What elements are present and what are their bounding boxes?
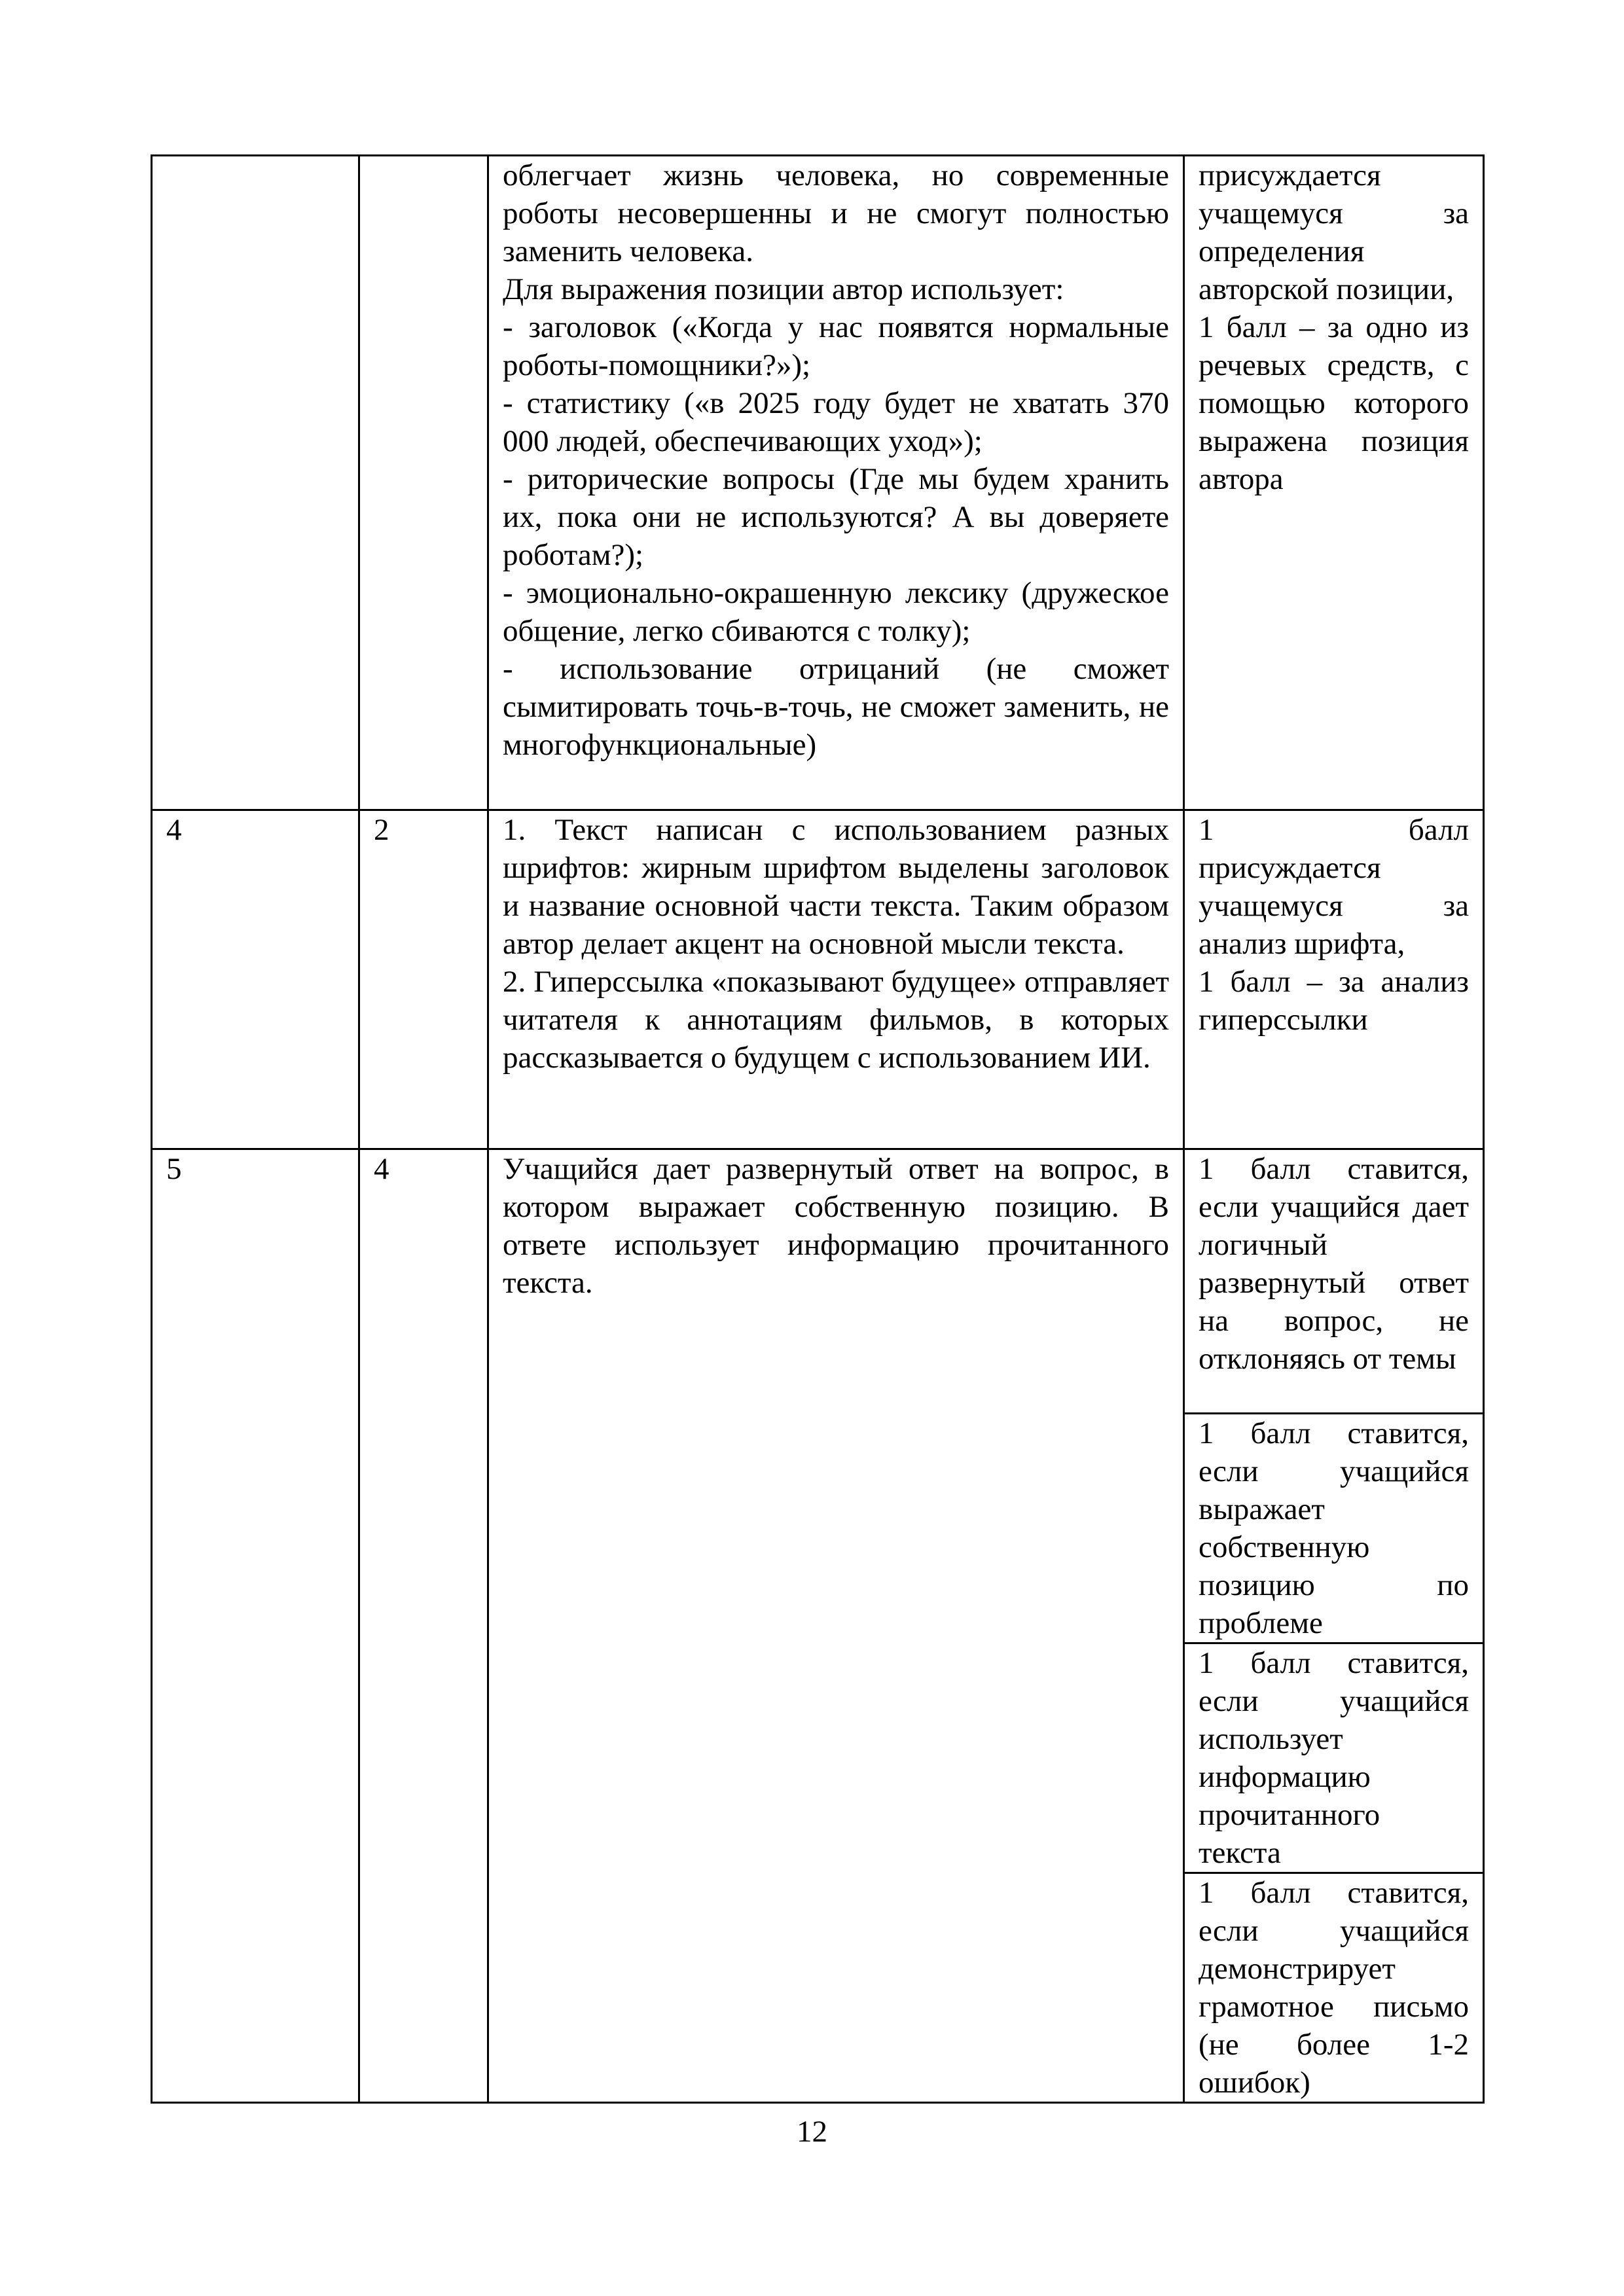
criteria-line: 1 балл – за анализ гиперссылки	[1199, 965, 1469, 1037]
page-number: 12	[797, 2115, 827, 2149]
answer-cell	[488, 156, 1184, 810]
table-row	[152, 810, 1484, 1149]
max-score-cell: 4	[359, 1149, 488, 2103]
criteria-line: присуждается учащемуся за определения авторской позиции,	[1199, 158, 1469, 306]
answer-cell	[488, 1149, 1184, 2103]
task-number-cell: 4	[152, 810, 359, 1149]
criteria-cell: 1 балл ставится, если учащийся использует информацию прочитанного текста	[1184, 1643, 1484, 1873]
task-number-cell	[152, 156, 359, 810]
criteria-cell: 1 балл ставится, если учащийся демонстрирует грамотное письмо (не более 1-2 ошибок)	[1184, 1873, 1484, 2103]
answer-line: - эмоционально-окрашенную лексику (дружеское общение, легко сбиваются с толку);	[503, 576, 1169, 648]
answer-line: 1. Текст написан с использованием разных шрифтов: жирным шрифтом выделены заголовок и название основной части текста. Таким образом автор делает акцент на основной мысли текста.	[503, 813, 1169, 961]
criteria-cell	[1184, 810, 1484, 1149]
answer-line: облегчает жизнь человека, но современные роботы несовершенны и не смогут полностью заменить человека.	[503, 158, 1169, 268]
answer-cell	[488, 810, 1184, 1149]
answer-line: - статистику («в 2025 году будет не хватать 370 000 людей, обеспечивающих уход»);	[503, 386, 1169, 458]
table-row	[152, 1149, 1484, 1414]
answer-line: - риторические вопросы (Где мы будем хранить их, пока они не используются? А вы доверяете роботам?);	[503, 462, 1169, 572]
answer-line: 2. Гиперссылка «показывают будущее» отправляет читателя к аннотациям фильмов, в которых рассказывается о будущем с использованием ИИ.	[503, 965, 1169, 1075]
criteria-cell: 1 балл ставится, если учащийся дает логичный развернутый ответ на вопрос, не отклоняясь от темы	[1184, 1149, 1484, 1414]
max-score-cell: 2	[359, 810, 488, 1149]
max-score-cell	[359, 156, 488, 810]
answer-line: Для выражения позиции автор использует:	[503, 272, 1064, 306]
criteria-line: 1 балл – за одно из речевых средств, с помощью которого выражена позиция автора	[1199, 310, 1469, 496]
criteria-cell	[1184, 156, 1484, 810]
assessment-table	[151, 154, 1485, 2104]
answer-line: - использование отрицаний (не сможет сымитировать точь-в-точь, не сможет заменить, не многофункциональные)	[503, 652, 1169, 762]
task-number-cell: 5	[152, 1149, 359, 2103]
answer-line: Учащийся дает развернутый ответ на вопрос, в котором выражает собственную позицию. В ответе использует информацию прочитанного текста.	[503, 1152, 1169, 1300]
answer-line: - заголовок («Когда у нас появятся нормальные роботы-помощники?»);	[503, 310, 1169, 382]
criteria-line: 1 балл присуждается учащемуся за анализ шрифта,	[1199, 813, 1469, 961]
criteria-cell: 1 балл ставится, если учащийся выражает собственную позицию по проблеме	[1184, 1414, 1484, 1643]
table-row	[152, 156, 1484, 810]
